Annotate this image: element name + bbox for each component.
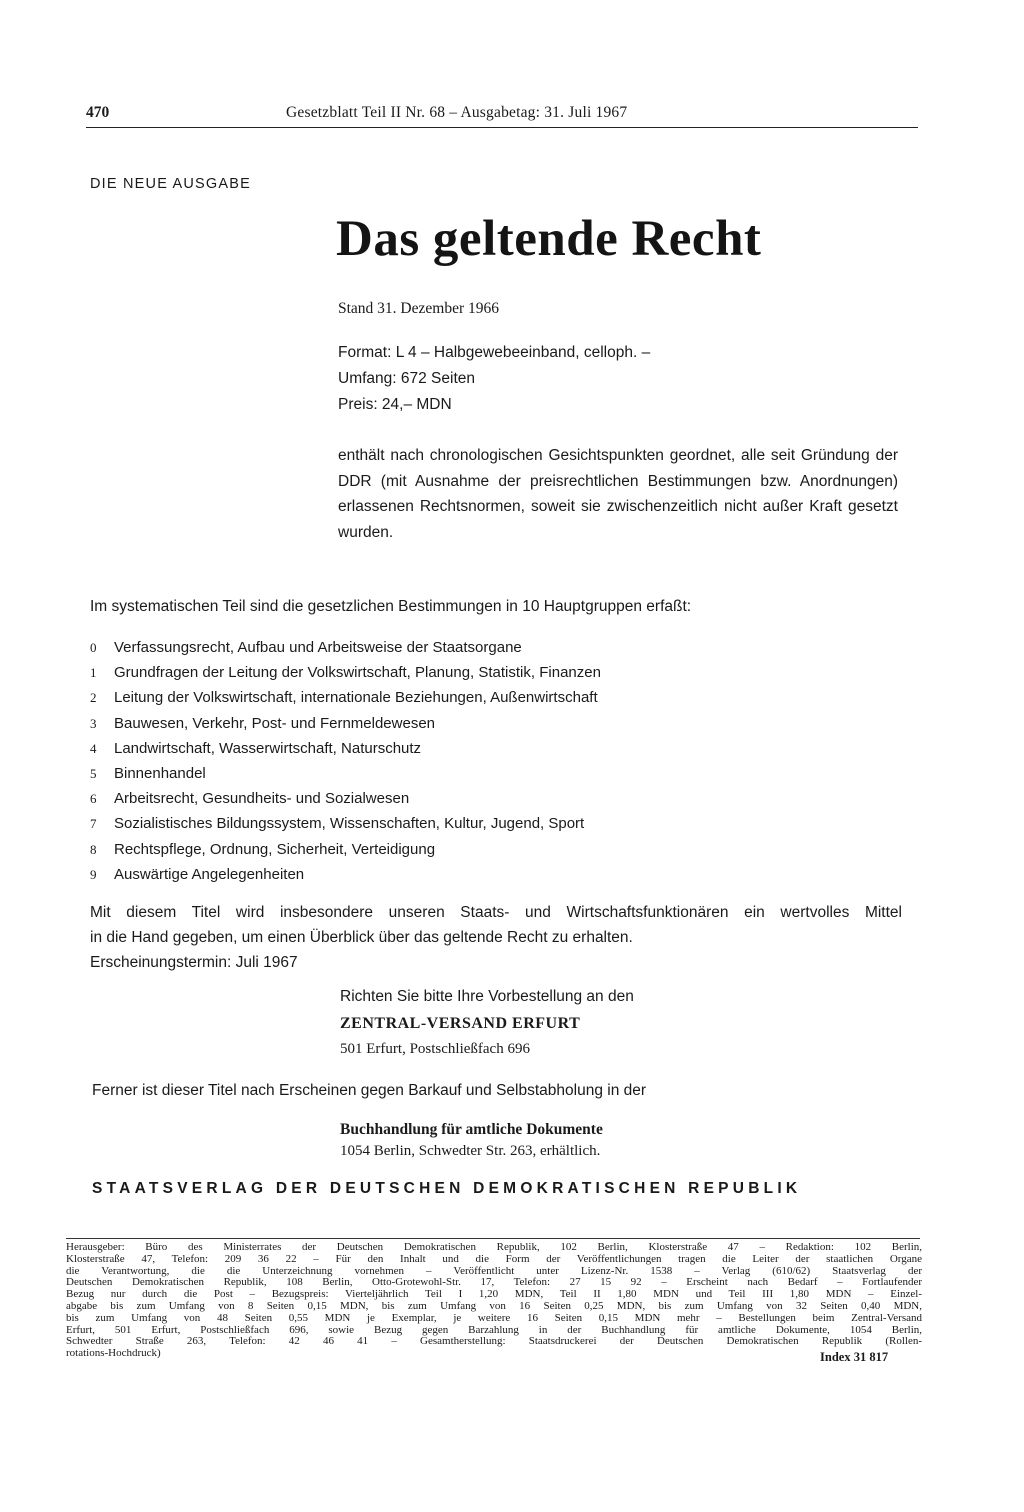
list-item [90,685,601,710]
groups-list [90,635,601,887]
list-item [90,862,601,887]
header-rule [86,127,918,128]
group-text: Bauwesen, Verkehr, Post- und Fernmeldewesen [114,714,436,732]
index-number: Index 31 817 [820,1350,889,1364]
release-date: Erscheinungstermin: Juli 1967 [90,954,298,971]
group-number: 6 [90,791,97,807]
ad-kicker: DIE NEUE AUSGABE [90,176,252,192]
impressum-line: die Verantwortung, die die Unterzeichnung vornehmen – Veröffentlicht unter Lizenz-Nr. 1538 – Verlag (610/62) Staatsverlag der [66,1265,922,1277]
impressum-line: Deutschen Demokratischen Republik, 108 Berlin, Otto-Grotewohl-Str. 17, Telefon: 27 15 92 – Erscheint nach Bedarf – Fortlaufender [66,1277,922,1289]
group-number: 3 [90,715,97,731]
ad-ferner: Ferner ist dieser Titel nach Erscheinen gegen Barkauf und Selbstabholung in der [92,1082,647,1099]
group-text: Verfassungsrecht, Aufbau und Arbeitsweise der Staatsorgane [114,639,522,656]
list-item [90,736,601,761]
group-number: 9 [90,866,97,882]
impressum-line: Klosterstraße 47, Telefon: 209 36 22 – Für den Inhalt und die Form der Veröffentlichungen tragen die Leiter der staatlichen Organe [66,1253,922,1265]
list-item [90,635,601,660]
group-number: 4 [90,740,97,756]
order-intro: Richten Sie bitte Ihre Vorbestellung an den [340,988,634,1005]
footer-rule [66,1238,920,1239]
ad-umfang: Umfang: 672 Seiten [338,370,476,387]
ad-note [90,900,902,975]
group-text: Grundfragen der Leitung der Volkswirtschaft, Planung, Statistik, Finanzen [114,664,601,682]
page-header [86,104,918,126]
list-item [90,786,601,811]
group-text: Binnenhandel [114,764,206,782]
impressum-line: rotations-Hochdruck) [66,1347,161,1360]
list-item [90,837,601,862]
note-line-1: Mit diesem Titel wird insbesondere unseren Staats- und Wirtschaftsfunktionären ein wertvolles Mittel [90,904,902,921]
group-number: 2 [90,690,97,706]
order-address: 501 Erfurt, Postschließfach 696 [340,1041,530,1057]
page-number: 470 [86,104,110,121]
list-item [90,711,601,736]
ad-preis: Preis: 24,– MDN [338,396,452,413]
ad-title: Das geltende Recht [336,211,762,267]
publisher-line: STAATSVERLAG DER DEUTSCHEN DEMOKRATISCHEN REPUBLIK [92,1180,802,1197]
group-number: 5 [90,765,97,781]
impressum-line: Erfurt, 501 Erfurt, Postschließfach 696, sowie Bezug gegen Barzahlung in der Buchhandlung für amtliche Dokumente, 1054 Berlin, [66,1324,922,1336]
impressum [66,1242,922,1360]
group-number: 7 [90,816,97,832]
ad-stand: Stand 31. Dezember 1966 [338,300,499,317]
group-number: 0 [90,640,97,655]
impressum-line: bis zum Umfang von 48 Seiten 0,55 MDN je Exemplar, je weitere 16 Seiten 0,15 MDN mehr – Bestellungen beim Zentral-Versand [66,1312,922,1324]
group-text: Rechtspflege, Ordnung, Sicherheit, Verteidigung [114,840,436,858]
list-item [90,761,601,786]
list-item [90,811,601,836]
group-text: Leitung der Volkswirtschaft, internationale Beziehungen, Außenwirtschaft [114,689,598,707]
group-number: 8 [90,841,97,857]
group-text: Landwirtschaft, Wasserwirtschaft, Naturschutz [114,739,422,757]
shop-address: 1054 Berlin, Schwedter Str. 263, erhältlich. [340,1143,601,1159]
impressum-line: Herausgeber: Büro des Ministerrates der Deutschen Demokratischen Republik, 102 Berlin, Klosterstraße 47 – Redaktion: 102 Berlin, [66,1242,922,1253]
order-name: ZENTRAL-VERSAND ERFURT [340,1015,581,1032]
list-item [90,660,601,685]
impressum-line: abgabe bis zum Umfang von 8 Seiten 0,15 MDN, bis zum Umfang von 16 Seiten 0,25 MDN, bis zum Umfang von 32 Seiten 0,40 MDN, [66,1300,922,1312]
group-text: Sozialistisches Bildungssystem, Wissenschaften, Kultur, Jugend, Sport [114,815,585,833]
shop-name: Buchhandlung für amtliche Dokumente [340,1121,603,1138]
running-head: Gesetzblatt Teil II Nr. 68 – Ausgabetag: 31. Juli 1967 [286,104,628,121]
group-number: 1 [90,665,97,681]
groups-lead: Im systematischen Teil sind die gesetzlichen Bestimmungen in 10 Hauptgruppen erfaßt: [90,598,692,615]
impressum-line: Bezug nur durch die Post – Bezugspreis: Vierteljährlich Teil I 1,20 MDN, Teil II 1,80 MDN und Teil III 1,80 MDN – Einzel- [66,1289,922,1301]
note-line-2: in die Hand gegeben, um einen Überblick über das geltende Recht zu erhalten. [90,929,633,946]
ad-description: enthält nach chronologischen Gesichtspunkten geordnet, alle seit Gründung der DDR (mit Ausnahme der preisrechtlichen Bestimmungen bzw. Anordnungen) erlassenen Rechtsnormen, soweit sie zwischenzeitlich nicht außer Kraft gesetzt wurden. [338,447,898,541]
impressum-line: Schwedter Straße 263, Telefon: 42 46 41 – Gesamtherstellung: Staatsdruckerei der Deutschen Demokratischen Republik (Rollen- [66,1336,922,1348]
group-text: Auswärtige Angelegenheiten [114,865,305,883]
ad-format: Format: L 4 – Halbgewebeeinband, celloph. – [338,344,651,361]
group-text: Arbeitsrecht, Gesundheits- und Sozialwesen [114,790,410,808]
